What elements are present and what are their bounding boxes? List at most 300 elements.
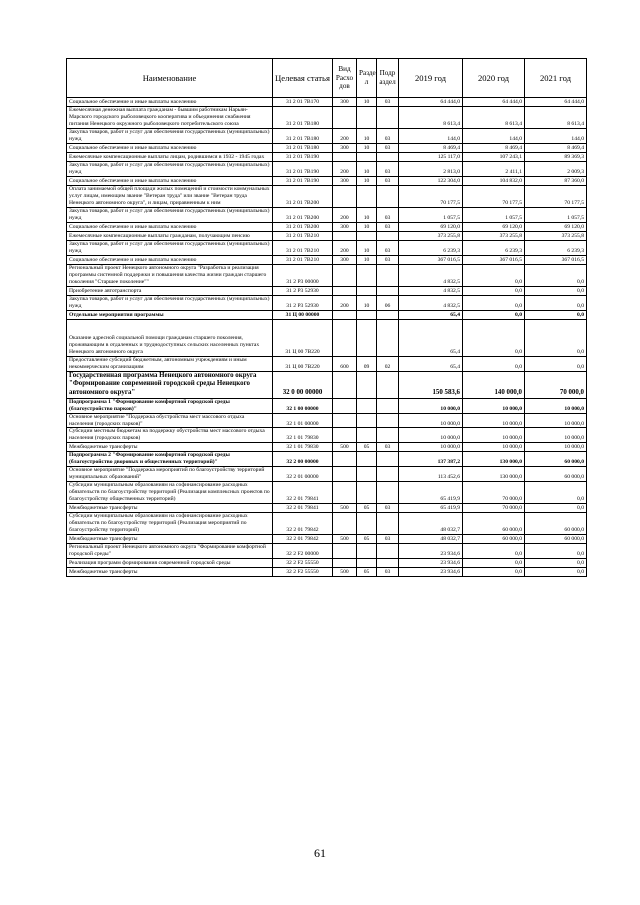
row-value-2021: 2 009,3 bbox=[525, 161, 587, 176]
row-value-2019: 10 000,0 bbox=[399, 398, 463, 413]
table-row bbox=[67, 504, 587, 513]
row-value-2021: 60 000,0 bbox=[525, 513, 587, 535]
col-header-2021: 2021 год bbox=[525, 59, 587, 98]
row-value-2019: 65,4 bbox=[399, 310, 463, 319]
row-subsection: 03 bbox=[377, 535, 399, 544]
row-name: Ежемесячные компенсационные выплаты лицам, родившимся в 1932 - 1945 годах bbox=[67, 152, 273, 161]
row-value-2020: 10 000,0 bbox=[463, 428, 525, 443]
table-row bbox=[67, 568, 587, 577]
row-name: Субсидии муниципальным образованиям на софинансирование расходных обязательств по благоустройству территорий (Реализация комплексных проектов по благоустройству общественных территорий) bbox=[67, 482, 273, 504]
row-name: Ежемесячные компенсационные выплаты гражданам, получающим пенсию bbox=[67, 231, 273, 240]
row-section bbox=[357, 286, 377, 295]
row-value-2020: 69 120,0 bbox=[463, 222, 525, 231]
row-expense-kind: 600 bbox=[333, 356, 357, 371]
row-name: Приобретение автотранспорта bbox=[67, 286, 273, 295]
row-name: Государственная программа Ненецкого автономного округа "Формирование современной городской среды Ненецкого автономного округа" bbox=[67, 371, 273, 398]
row-subsection: 02 bbox=[377, 356, 399, 371]
row-expense-kind: 200 bbox=[333, 240, 357, 255]
row-value-2021: 367 016,5 bbox=[525, 255, 587, 264]
row-name: Предоставление субсидий бюджетным, автономным учреждениям и иным некоммерческим организациям bbox=[67, 356, 273, 371]
row-section: 05 bbox=[357, 443, 377, 452]
row-value-2019: 144,0 bbox=[399, 128, 463, 143]
row-value-2021: 70 177,5 bbox=[525, 185, 587, 207]
row-section: 10 bbox=[357, 98, 377, 107]
row-name: Основное мероприятие "Поддержка мероприятий по благоустройству территорий муниципальных образований" bbox=[67, 467, 273, 482]
row-subsection: 03 bbox=[377, 143, 399, 152]
row-target-code: 31 2 01 7В210 bbox=[273, 255, 333, 264]
row-subsection bbox=[377, 413, 399, 428]
row-expense-kind bbox=[333, 467, 357, 482]
row-section: 09 bbox=[357, 356, 377, 371]
row-section: 10 bbox=[357, 222, 377, 231]
row-value-2019: 65 419,9 bbox=[399, 504, 463, 513]
row-value-2021: 8 469,4 bbox=[525, 143, 587, 152]
row-subsection bbox=[377, 107, 399, 129]
row-value-2020: 0,0 bbox=[463, 295, 525, 310]
row-value-2020: 10 000,0 bbox=[463, 443, 525, 452]
row-subsection: 03 bbox=[377, 207, 399, 222]
row-expense-kind: 200 bbox=[333, 128, 357, 143]
row-value-2019: 4 832,5 bbox=[399, 295, 463, 310]
row-value-2019: 4 832,5 bbox=[399, 264, 463, 286]
row-name: Социальное обеспечение и иные выплаты населению bbox=[67, 255, 273, 264]
row-value-2021: 0,0 bbox=[525, 482, 587, 504]
row-subsection bbox=[377, 467, 399, 482]
table-row bbox=[67, 467, 587, 482]
row-value-2020: 130 000,0 bbox=[463, 467, 525, 482]
row-subsection bbox=[377, 398, 399, 413]
row-expense-kind: 300 bbox=[333, 143, 357, 152]
row-subsection: 03 bbox=[377, 222, 399, 231]
row-value-2020: 0,0 bbox=[463, 568, 525, 577]
table-row bbox=[67, 264, 587, 286]
row-name: Межбюджетные трансферты bbox=[67, 504, 273, 513]
table-row bbox=[67, 231, 587, 240]
row-value-2019: 2 813,0 bbox=[399, 161, 463, 176]
row-value-2020: 10 000,0 bbox=[463, 413, 525, 428]
row-target-code: 31 2 01 7В210 bbox=[273, 231, 333, 240]
row-section: 10 bbox=[357, 240, 377, 255]
row-value-2019: 8 469,4 bbox=[399, 143, 463, 152]
row-value-2020: 10 000,0 bbox=[463, 398, 525, 413]
table-row bbox=[67, 319, 587, 356]
row-expense-kind bbox=[333, 559, 357, 568]
table-row bbox=[67, 310, 587, 319]
row-expense-kind bbox=[333, 310, 357, 319]
row-subsection: 03 bbox=[377, 568, 399, 577]
row-value-2021: 0,0 bbox=[525, 310, 587, 319]
row-subsection bbox=[377, 559, 399, 568]
row-section bbox=[357, 467, 377, 482]
row-name: Оплата занимаемой общей площади жилых помещений и стоимости коммунальных услуг лицам, имеющим звание "Ветеран труда" или звание "Ветеран труда Ненецкого автономного округа", и лицам, приравненным к ним bbox=[67, 185, 273, 207]
row-target-code: 31 2 01 7В190 bbox=[273, 152, 333, 161]
row-target-code: 31 2 Р3 00000 bbox=[273, 264, 333, 286]
row-section bbox=[357, 107, 377, 129]
row-section bbox=[357, 371, 377, 398]
row-subsection bbox=[377, 428, 399, 443]
row-expense-kind: 200 bbox=[333, 161, 357, 176]
row-section bbox=[357, 310, 377, 319]
table-row bbox=[67, 513, 587, 535]
row-expense-kind bbox=[333, 413, 357, 428]
row-value-2021: 10 000,0 bbox=[525, 428, 587, 443]
row-target-code: 32 2 F2 00000 bbox=[273, 544, 333, 559]
row-value-2019: 367 016,5 bbox=[399, 255, 463, 264]
row-section: 10 bbox=[357, 143, 377, 152]
row-expense-kind: 300 bbox=[333, 176, 357, 185]
row-value-2020: 144,0 bbox=[463, 128, 525, 143]
row-name: Социальное обеспечение и иные выплаты населению bbox=[67, 143, 273, 152]
row-target-code: 31 2 01 7В190 bbox=[273, 161, 333, 176]
row-subsection bbox=[377, 231, 399, 240]
row-target-code: 31 2 Р3 52930 bbox=[273, 286, 333, 295]
row-value-2019: 150 583,6 bbox=[399, 371, 463, 398]
row-value-2019: 65,4 bbox=[399, 319, 463, 356]
row-name: Закупка товаров, работ и услуг для обеспечения государственных (муниципальных) нужд bbox=[67, 295, 273, 310]
row-value-2019: 48 032,7 bbox=[399, 535, 463, 544]
col-header-2020: 2020 год bbox=[463, 59, 525, 98]
table-row bbox=[67, 107, 587, 129]
row-section bbox=[357, 559, 377, 568]
row-value-2021: 373 255,8 bbox=[525, 231, 587, 240]
row-section bbox=[357, 544, 377, 559]
table-row bbox=[67, 240, 587, 255]
table-row bbox=[67, 443, 587, 452]
row-target-code: 32 2 01 79842 bbox=[273, 513, 333, 535]
table-row bbox=[67, 356, 587, 371]
row-value-2020: 0,0 bbox=[463, 356, 525, 371]
row-name: Межбюджетные трансферты bbox=[67, 535, 273, 544]
row-value-2021: 0,0 bbox=[525, 568, 587, 577]
row-subsection bbox=[377, 544, 399, 559]
row-section: 10 bbox=[357, 161, 377, 176]
row-target-code: 32 1 01 79830 bbox=[273, 443, 333, 452]
table-row bbox=[67, 559, 587, 568]
row-subsection bbox=[377, 482, 399, 504]
row-expense-kind bbox=[333, 452, 357, 467]
row-name: Отдельные мероприятия программы bbox=[67, 310, 273, 319]
row-value-2021: 144,0 bbox=[525, 128, 587, 143]
row-name: Закупка товаров, работ и услуг для обеспечения государственных (муниципальных) нужд bbox=[67, 240, 273, 255]
row-subsection bbox=[377, 286, 399, 295]
row-name: Региональный проект Ненецкого автономного округа "Разработка и реализация программы системной поддержки и повышения качества жизни граждан старшего поколения "Старшее поколение"" bbox=[67, 264, 273, 286]
row-expense-kind: 300 bbox=[333, 222, 357, 231]
row-expense-kind bbox=[333, 264, 357, 286]
row-section: 10 bbox=[357, 128, 377, 143]
row-expense-kind: 500 bbox=[333, 535, 357, 544]
row-expense-kind bbox=[333, 286, 357, 295]
row-subsection: 03 bbox=[377, 504, 399, 513]
table-row bbox=[67, 413, 587, 428]
row-expense-kind: 300 bbox=[333, 255, 357, 264]
row-expense-kind bbox=[333, 371, 357, 398]
col-header-2019: 2019 год bbox=[399, 59, 463, 98]
row-subsection: 03 bbox=[377, 161, 399, 176]
row-value-2021: 0,0 bbox=[525, 544, 587, 559]
row-value-2019: 23 934,6 bbox=[399, 568, 463, 577]
row-value-2019: 64 444,0 bbox=[399, 98, 463, 107]
row-value-2020: 1 057,5 bbox=[463, 207, 525, 222]
row-value-2021: 0,0 bbox=[525, 295, 587, 310]
row-section bbox=[357, 264, 377, 286]
row-target-code: 32 1 00 00000 bbox=[273, 398, 333, 413]
col-header-subsection: Подр аздел bbox=[377, 59, 399, 98]
row-subsection: 03 bbox=[377, 98, 399, 107]
col-header-name: Наименование bbox=[67, 59, 273, 98]
row-value-2021: 64 444,0 bbox=[525, 98, 587, 107]
row-value-2020: 70 000,0 bbox=[463, 504, 525, 513]
row-name: Закупка товаров, работ и услуг для обеспечения государственных (муниципальных) нужд bbox=[67, 207, 273, 222]
table-row bbox=[67, 428, 587, 443]
row-value-2020: 6 239,3 bbox=[463, 240, 525, 255]
row-section bbox=[357, 482, 377, 504]
row-value-2019: 10 000,0 bbox=[399, 428, 463, 443]
row-target-code: 31 Ц 00 7В220 bbox=[273, 319, 333, 356]
row-value-2021: 60 000,0 bbox=[525, 535, 587, 544]
row-expense-kind bbox=[333, 513, 357, 535]
row-value-2020: 0,0 bbox=[463, 319, 525, 356]
row-target-code: 32 1 01 00000 bbox=[273, 413, 333, 428]
row-value-2020: 0,0 bbox=[463, 310, 525, 319]
table-row bbox=[67, 482, 587, 504]
row-value-2019: 4 832,5 bbox=[399, 286, 463, 295]
row-value-2019: 373 255,8 bbox=[399, 231, 463, 240]
row-subsection bbox=[377, 185, 399, 207]
row-subsection: 03 bbox=[377, 255, 399, 264]
table-row bbox=[67, 207, 587, 222]
table-row bbox=[67, 544, 587, 559]
table-row bbox=[67, 176, 587, 185]
row-section bbox=[357, 319, 377, 356]
row-expense-kind bbox=[333, 319, 357, 356]
row-subsection bbox=[377, 152, 399, 161]
row-subsection: 03 bbox=[377, 443, 399, 452]
table-row bbox=[67, 295, 587, 310]
row-value-2021: 1 057,5 bbox=[525, 207, 587, 222]
row-target-code: 31 2 01 7В200 bbox=[273, 185, 333, 207]
table-row bbox=[67, 98, 587, 107]
row-value-2021: 69 120,0 bbox=[525, 222, 587, 231]
table-row bbox=[67, 185, 587, 207]
header-row bbox=[67, 59, 587, 98]
table-row bbox=[67, 371, 587, 398]
row-target-code: 31 2 01 7В200 bbox=[273, 222, 333, 231]
row-expense-kind: 500 bbox=[333, 504, 357, 513]
row-target-code: 31 2 01 7В180 bbox=[273, 128, 333, 143]
table-row bbox=[67, 286, 587, 295]
row-target-code: 31 Ц 00 00000 bbox=[273, 310, 333, 319]
row-target-code: 32 2 01 00000 bbox=[273, 467, 333, 482]
row-expense-kind: 200 bbox=[333, 207, 357, 222]
row-value-2021: 0,0 bbox=[525, 504, 587, 513]
row-value-2020: 0,0 bbox=[463, 286, 525, 295]
row-value-2020: 107 243,1 bbox=[463, 152, 525, 161]
row-target-code: 32 2 F2 55550 bbox=[273, 559, 333, 568]
row-value-2019: 137 387,2 bbox=[399, 452, 463, 467]
row-value-2019: 122 304,0 bbox=[399, 176, 463, 185]
row-name: Основное мероприятие "Поддержка обустройства мест массового отдыха населения (городских парков)" bbox=[67, 413, 273, 428]
row-value-2020: 64 444,0 bbox=[463, 98, 525, 107]
row-name: Субсидии муниципальным образованиям на софинансирование расходных обязательств по благоустройству территорий (Реализация мероприятий по благоустройству территорий) bbox=[67, 513, 273, 535]
row-value-2021: 0,0 bbox=[525, 559, 587, 568]
row-section: 05 bbox=[357, 504, 377, 513]
row-expense-kind: 200 bbox=[333, 295, 357, 310]
page-number: 61 bbox=[314, 846, 326, 860]
row-name: Закупка товаров, работ и услуг для обеспечения государственных (муниципальных) нужд bbox=[67, 128, 273, 143]
row-subsection bbox=[377, 513, 399, 535]
row-target-code: 31 2 Р3 52930 bbox=[273, 295, 333, 310]
row-target-code: 31 2 01 7В180 bbox=[273, 107, 333, 129]
row-target-code: 31 Ц 00 7В220 bbox=[273, 356, 333, 371]
row-value-2019: 8 613,4 bbox=[399, 107, 463, 129]
row-target-code: 32 1 01 79830 bbox=[273, 428, 333, 443]
row-section: 10 bbox=[357, 176, 377, 185]
row-target-code: 32 2 01 79841 bbox=[273, 482, 333, 504]
row-section: 10 bbox=[357, 255, 377, 264]
row-section bbox=[357, 185, 377, 207]
row-value-2020: 130 000,0 bbox=[463, 452, 525, 467]
row-value-2019: 113 452,6 bbox=[399, 467, 463, 482]
row-value-2021: 87 360,0 bbox=[525, 176, 587, 185]
row-value-2021: 0,0 bbox=[525, 319, 587, 356]
row-target-code: 32 2 01 79841 bbox=[273, 504, 333, 513]
row-value-2021: 0,0 bbox=[525, 286, 587, 295]
table-row bbox=[67, 535, 587, 544]
row-target-code: 32 2 00 00000 bbox=[273, 452, 333, 467]
table-row bbox=[67, 128, 587, 143]
row-name: Подпрограмма 2 "Формирование комфортной городской среды (благоустройство дворовых и общественных территорий)" bbox=[67, 452, 273, 467]
row-value-2019: 65,4 bbox=[399, 356, 463, 371]
row-section bbox=[357, 398, 377, 413]
row-value-2019: 6 239,3 bbox=[399, 240, 463, 255]
row-target-code: 31 2 01 7В200 bbox=[273, 207, 333, 222]
row-expense-kind bbox=[333, 428, 357, 443]
row-value-2019: 69 120,0 bbox=[399, 222, 463, 231]
table-row bbox=[67, 222, 587, 231]
row-value-2020: 373 255,8 bbox=[463, 231, 525, 240]
row-name: Межбюджетные трансферты bbox=[67, 443, 273, 452]
row-subsection bbox=[377, 452, 399, 467]
row-value-2019: 23 934,6 bbox=[399, 544, 463, 559]
row-value-2021: 0,0 bbox=[525, 264, 587, 286]
row-expense-kind bbox=[333, 107, 357, 129]
row-section bbox=[357, 428, 377, 443]
row-value-2021: 60 000,0 bbox=[525, 452, 587, 467]
row-section bbox=[357, 413, 377, 428]
row-value-2021: 60 000,0 bbox=[525, 467, 587, 482]
row-name: Региональный проект Ненецкого автономного округа "Формирование комфортной городской среды" bbox=[67, 544, 273, 559]
row-value-2019: 125 117,0 bbox=[399, 152, 463, 161]
row-subsection bbox=[377, 371, 399, 398]
row-subsection bbox=[377, 310, 399, 319]
row-value-2020: 60 000,0 bbox=[463, 513, 525, 535]
row-expense-kind: 500 bbox=[333, 568, 357, 577]
row-target-code: 31 2 01 7В170 bbox=[273, 98, 333, 107]
row-value-2021: 10 000,0 bbox=[525, 398, 587, 413]
row-target-code: 31 2 01 7В190 bbox=[273, 176, 333, 185]
row-value-2020: 0,0 bbox=[463, 544, 525, 559]
row-section: 05 bbox=[357, 568, 377, 577]
row-value-2021: 8 613,4 bbox=[525, 107, 587, 129]
row-expense-kind bbox=[333, 544, 357, 559]
row-value-2020: 70 177,5 bbox=[463, 185, 525, 207]
row-target-code: 31 2 01 7В210 bbox=[273, 240, 333, 255]
row-target-code: 32 2 01 79842 bbox=[273, 535, 333, 544]
row-name: Подпрограмма 1 "Формирование комфортной городской среды (благоустройство парков)" bbox=[67, 398, 273, 413]
row-subsection: 03 bbox=[377, 240, 399, 255]
row-section bbox=[357, 152, 377, 161]
row-expense-kind bbox=[333, 231, 357, 240]
col-header-kind: Вид Расхо дов bbox=[333, 59, 357, 98]
row-subsection bbox=[377, 319, 399, 356]
row-expense-kind bbox=[333, 152, 357, 161]
row-value-2021: 10 000,0 bbox=[525, 413, 587, 428]
row-subsection: 03 bbox=[377, 176, 399, 185]
col-header-section: Разде л bbox=[357, 59, 377, 98]
col-header-target: Целевая статья bbox=[273, 59, 333, 98]
row-value-2020: 2 411,1 bbox=[463, 161, 525, 176]
row-value-2021: 10 000,0 bbox=[525, 443, 587, 452]
row-section: 10 bbox=[357, 295, 377, 310]
table-row bbox=[67, 452, 587, 467]
row-target-code: 31 2 01 7В180 bbox=[273, 143, 333, 152]
row-name: Оказание адресной социальной помощи гражданам старшего поколения, проживающим в отдаленных и труднодоступных сельских населенных пунктах Ненецкого автономного округа bbox=[67, 319, 273, 356]
row-value-2021: 89 369,3 bbox=[525, 152, 587, 161]
row-name: Социальное обеспечение и иные выплаты населению bbox=[67, 222, 273, 231]
row-name: Межбюджетные трансферты bbox=[67, 568, 273, 577]
row-value-2019: 23 934,6 bbox=[399, 559, 463, 568]
row-name: Реализация программ формирования современной городской среды bbox=[67, 559, 273, 568]
row-section bbox=[357, 452, 377, 467]
row-target-code: 32 2 F2 55550 bbox=[273, 568, 333, 577]
table-row bbox=[67, 152, 587, 161]
row-section bbox=[357, 513, 377, 535]
row-value-2020: 70 000,0 bbox=[463, 482, 525, 504]
row-name: Субсидии местным бюджетам на поддержку обустройства мест массового отдыха населения (городских парков) bbox=[67, 428, 273, 443]
row-value-2019: 65 419,9 bbox=[399, 482, 463, 504]
row-name: Ежемесячная денежная выплата гражданам - бывшим работникам Нарьян-Марского городского рыболовецкого кооператива и объединения снабжения питания Ненецкого окружного рыболовецкого потребительского союза bbox=[67, 107, 273, 129]
row-expense-kind bbox=[333, 398, 357, 413]
row-value-2021: 6 239,3 bbox=[525, 240, 587, 255]
row-section: 10 bbox=[357, 207, 377, 222]
row-value-2020: 60 000,0 bbox=[463, 535, 525, 544]
row-value-2019: 1 057,5 bbox=[399, 207, 463, 222]
row-value-2020: 0,0 bbox=[463, 559, 525, 568]
row-value-2021: 70 000,0 bbox=[525, 371, 587, 398]
table-row bbox=[67, 161, 587, 176]
row-value-2020: 8 613,4 bbox=[463, 107, 525, 129]
table-row bbox=[67, 255, 587, 264]
row-value-2020: 367 016,5 bbox=[463, 255, 525, 264]
row-section bbox=[357, 231, 377, 240]
row-name: Социальное обеспечение и иные выплаты населению bbox=[67, 176, 273, 185]
row-value-2019: 70 177,5 bbox=[399, 185, 463, 207]
row-value-2020: 0,0 bbox=[463, 264, 525, 286]
row-expense-kind bbox=[333, 482, 357, 504]
table-row bbox=[67, 398, 587, 413]
row-value-2020: 8 469,4 bbox=[463, 143, 525, 152]
row-name: Закупка товаров, работ и услуг для обеспечения государственных (муниципальных) нужд bbox=[67, 161, 273, 176]
budget-table bbox=[66, 58, 587, 577]
row-expense-kind bbox=[333, 185, 357, 207]
row-subsection bbox=[377, 264, 399, 286]
row-subsection: 06 bbox=[377, 295, 399, 310]
row-value-2020: 104 832,0 bbox=[463, 176, 525, 185]
row-value-2020: 140 000,0 bbox=[463, 371, 525, 398]
table-row bbox=[67, 143, 587, 152]
row-subsection: 03 bbox=[377, 128, 399, 143]
row-expense-kind: 300 bbox=[333, 98, 357, 107]
